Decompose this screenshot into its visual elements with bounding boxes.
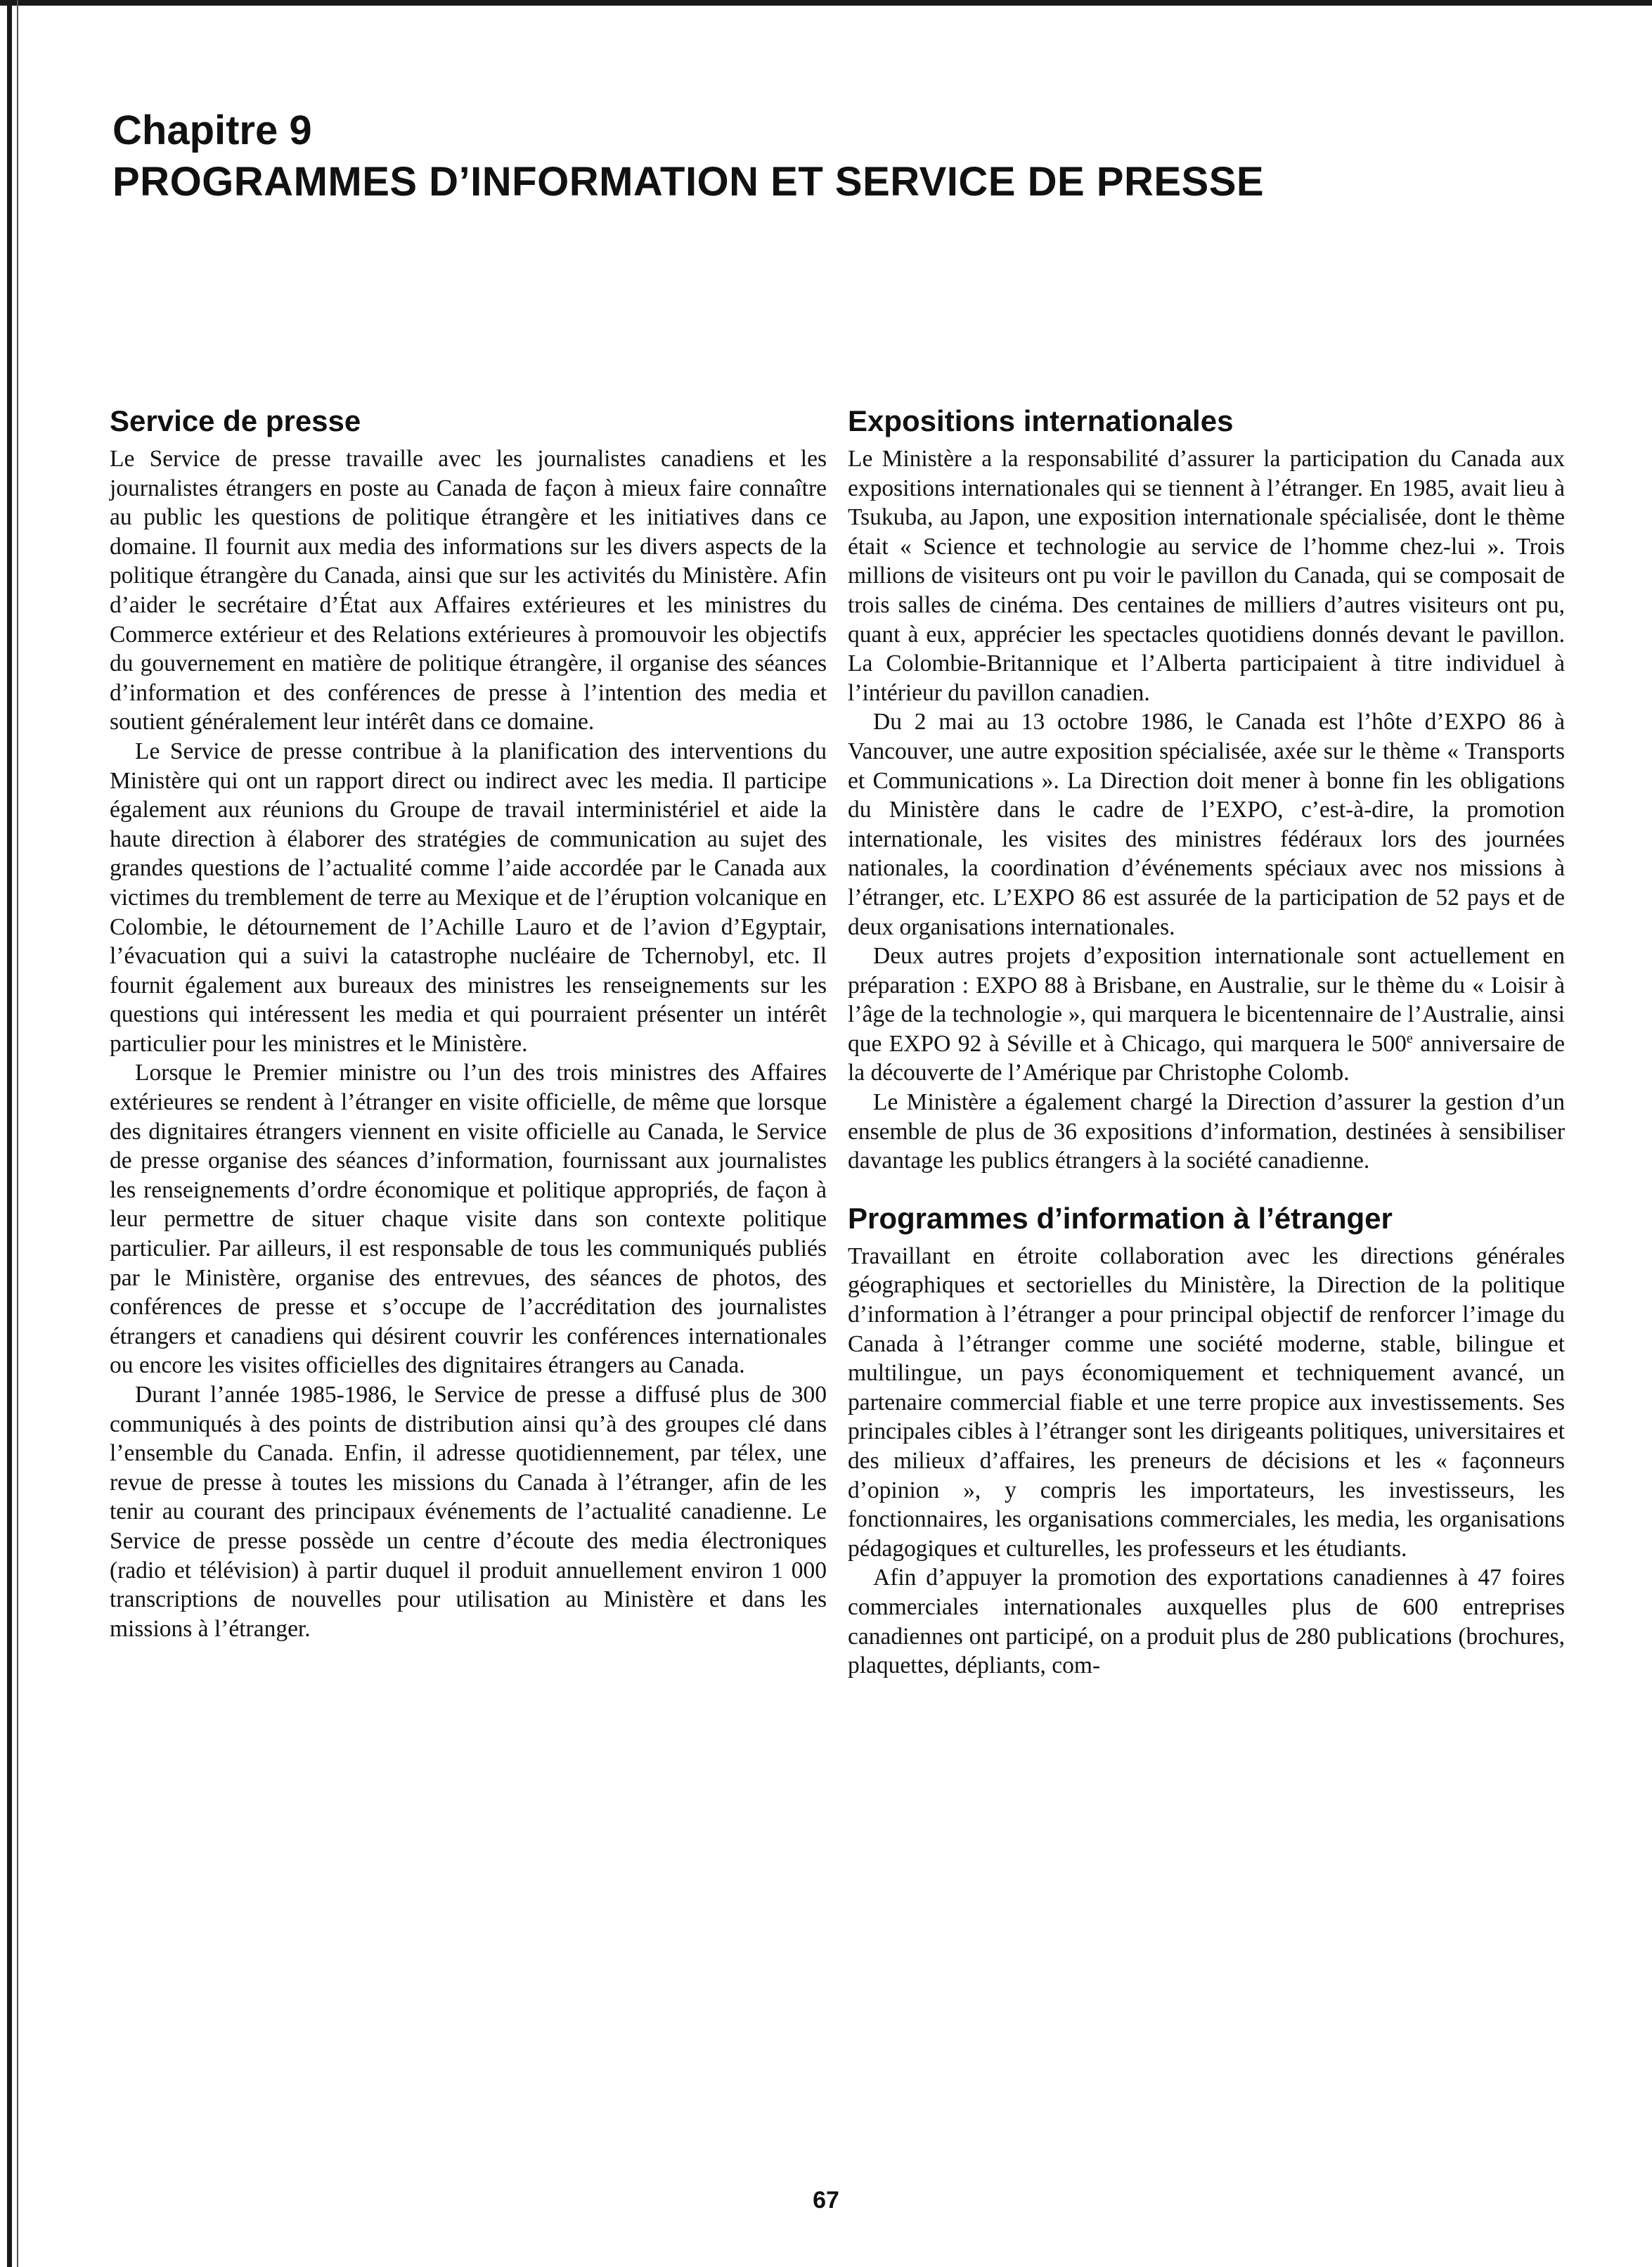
left-column (110, 402, 827, 1643)
section-heading-expositions-internationales: Expositions internationales (848, 404, 1234, 437)
section-spacer (848, 1176, 1565, 1200)
paragraph: Travaillant en étroite collaboration avec les directions générales géographiques et sectorielles du Ministère, la Direction de la politique d’information à l’étranger a pour principal objectif de renforcer l’image du Canada à l’étranger comme une société moderne, stable, bilingue et multilingue, un pays économiquement et techniquement avancé, un partenaire commercial fiable et une terre propice aux investissements. Ses principales cibles à l’étranger sont les dirigeants politiques, universitaires et des milieux d’affaires, les preneurs de décisions et les « façonneurs d’opinion », y compris les importateurs, les investisseurs, les fonctionnaires, les organisations commerciales, les media, les organisations pédagogiques et culturelles, les professeurs et les étudiants. (848, 1242, 1565, 1562)
right-column (848, 402, 1565, 1681)
ordinal-superscript: e (1406, 1030, 1413, 1046)
chapter-number: Chapitre 9 (112, 108, 312, 153)
paragraph: Le Ministère a la responsabilité d’assurer la participation du Canada aux expositions internationales qui se tiennent à l’étranger. En 1985, avait lieu à Tsukuba, au Japon, une exposition internationale spécialisée, dont le thème était « Science et technologie au service de l’homme chez-lui ». Trois millions de visiteurs ont pu voir le pavillon du Canada, qui se composait de trois salles de cinéma. Des centaines de milliers d’autres visiteurs ont pu, quant à eux, apprécier les spectacles quotidiens donnés devant le pavillon. La Colombie-Britannique et l’Alberta participaient à titre individuel à l’intérieur du pavillon canadien. (848, 446, 1565, 706)
section-heading-service-de-presse: Service de presse (110, 404, 361, 437)
paragraph-text-continued: anniversaire de la découverte de l’Amérique par Christophe Colomb. (848, 1030, 1565, 1086)
section-heading-programmes-information: Programmes d’information à l’étranger (848, 1201, 1393, 1235)
paragraph: Du 2 mai au 13 octobre 1986, le Canada est l’hôte d’EXPO 86 à Vancouver, une autre exposition spécialisée, axée sur le thème « Transports et Communications ». La Direction doit mener à bonne fin les obligations du Ministère dans le cadre de l’EXPO, c’est-à-dire, la promotion internationale, les visites des ministres fédéraux lors des journées nationales, la coordination d’événements spéciaux avec nos missions à l’étranger, etc. L’EXPO 86 est assurée de la participation de 52 pays et de deux organisations internationales. (848, 709, 1565, 940)
page-number: 67 (813, 2187, 839, 2214)
left-border-thin-rule (17, 0, 18, 2267)
paragraph-text: Deux autres projets d’exposition internationale sont actuellement en préparation : EXPO 88 à Brisbane, en Australie, sur le thème du « Loisir à l’âge de la technologie », qui marquera le bicentennaire de l’Australie, ainsi que EXPO 92 à Séville et à Chicago, qui marquera le 500 (848, 943, 1565, 1057)
paragraph: Le Ministère a également chargé la Direction d’assurer la gestion d’un ensemble de plus de 36 expositions d’information, destinées à sensibiliser davantage les publics étrangers à la société canadienne. (848, 1089, 1565, 1174)
top-border-rule (0, 0, 1652, 6)
paragraph: Lorsque le Premier ministre ou l’un des trois ministres des Affaires extérieures se rendent à l’étranger en visite officielle, de même que lorsque des dignitaires étrangers viennent en visite officielle au Canada, le Service de presse organise des séances d’information, fournissant aux journalistes les renseignements d’ordre économique et politique appropriés, de façon à leur permettre de situer chaque visite dans son contexte politique particulier. Par ailleurs, il est responsable de tous les communiqués publiés par le Ministère, organise des entrevues, des séances de photos, des conférences de presse et s’occupe de l’accréditation des journalistes étrangers et canadiens qui désirent couvrir les conférences internationales ou encore les visites officielles des dignitaires étrangers au Canada. (110, 1060, 827, 1379)
left-border-rule (7, 0, 12, 2267)
paragraph (848, 942, 1565, 1088)
paragraph: Durant l’année 1985-1986, le Service de presse a diffusé plus de 300 communiqués à des points de distribution ainsi qu’à des groupes clé dans l’ensemble du Canada. Enfin, il adresse quotidiennement, par télex, une revue de presse à toutes les missions du Canada à l’étranger, afin de les tenir au courant des principaux événements de l’actualité canadienne. Le Service de presse possède un centre d’écoute des media électroniques (radio et télévision) à partir duquel il produit annuellement environ 1 000 transcriptions de nouvelles pour utilisation au Ministère et dans les missions à l’étranger. (110, 1382, 827, 1642)
chapter-heading (112, 105, 1589, 208)
paragraph: Le Service de presse contribue à la planification des interventions du Ministère qui ont un rapport direct ou indirect avec les media. Il participe également aux réunions du Groupe de travail interministériel et aide la haute direction à élaborer des stratégies de communication au sujet des grandes questions de l’actualité comme l’aide accordée par le Canada aux victimes du tremblement de terre au Mexique et de l’éruption volcanique en Colombie, le détournement de l’Achille Lauro et de l’avion d’Egyptair, l’évacuation qui a suivi la catastrophe nucléaire de Tchernobyl, etc. Il fournit également aux bureaux des ministres les renseignements sur les questions qui intéressent les media et qui pourraient présenter un intérêt particulier pour les ministres et le Ministère. (110, 738, 827, 1057)
chapter-title: PROGRAMMES D’INFORMATION ET SERVICE DE PRESSE (112, 159, 1265, 205)
paragraph: Afin d’appuyer la promotion des exportations canadiennes à 47 foires commerciales internationales auxquelles plus de 600 entreprises canadiennes ont participé, on a produit plus de 280 publications (brochures, plaquettes, dépliants, com- (848, 1565, 1565, 1679)
paragraph: Le Service de presse travaille avec les journalistes canadiens et les journalistes étrangers en poste au Canada de façon à mieux faire connaître au public les questions de politique étrangère et les initiatives dans ce domaine. Il fournit aux media des informations sur les divers aspects de la politique étrangère du Canada, ainsi que sur les activités du Ministère. Afin d’aider le secrétaire d’État aux Affaires extérieures et les ministres du Commerce extérieur et des Relations extérieures à promouvoir les objectifs du gouvernement en matière de politique étrangère, il organise des séances d’information et des conférences de presse à l’intention des media et soutient généralement leur intérêt dans ce domaine. (110, 446, 827, 736)
